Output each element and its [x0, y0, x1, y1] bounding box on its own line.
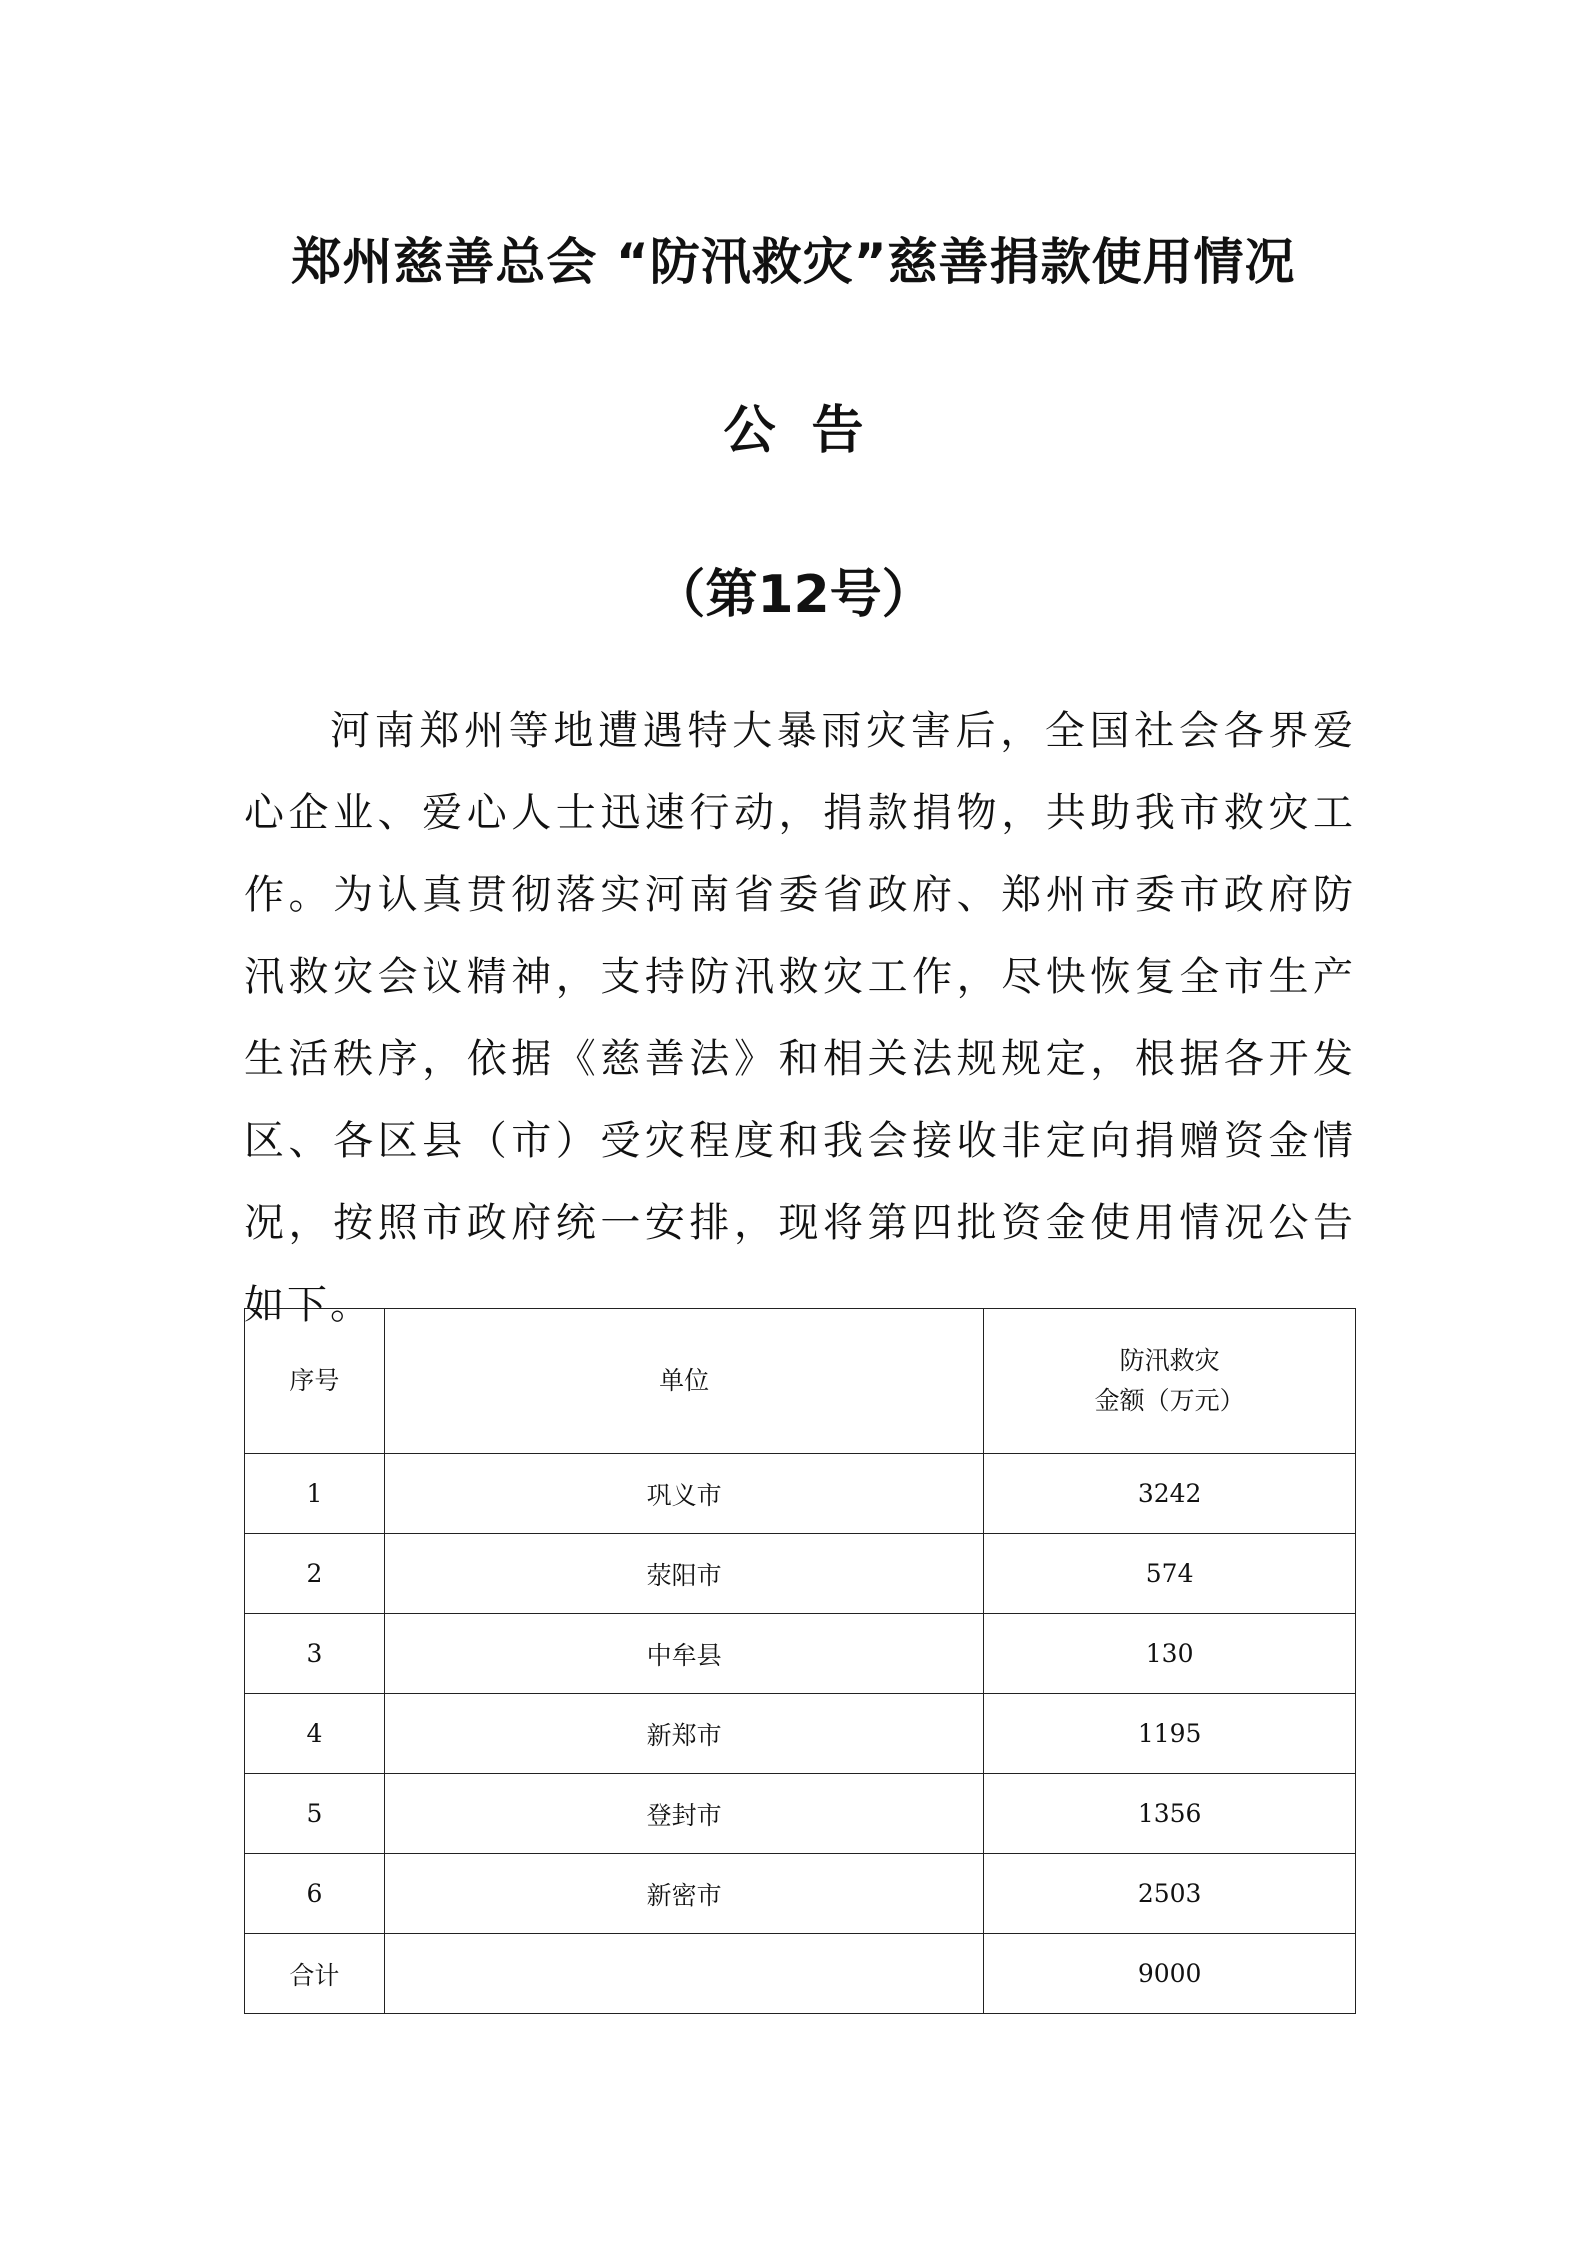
row-amount: 130: [984, 1614, 1356, 1694]
row-amount: 1195: [984, 1694, 1356, 1774]
header-index: 序号: [245, 1309, 385, 1454]
row-amount: 1356: [984, 1774, 1356, 1854]
body-paragraph: 河南郑州等地遭遇特大暴雨灾害后，全国社会各界爱心企业、爱心人士迅速行动，捐款捐物，共助我市救灾工作。为认真贯彻落实河南省委省政府、郑州市委市政府防汛救灾会议精神，支持防汛救灾工作，尽快恢复全市生产生活秩序，依据《慈善法》和相关法规规定，根据各开发区、各区县（市）受灾程度和我会接收非定向捐赠资金情况，按照市政府统一安排，现将第四批资金使用情况公告如下。: [244, 708, 1356, 1328]
document-number: （第12号）: [653, 565, 934, 625]
total-unit: [384, 1934, 983, 2014]
funds-table: [244, 1308, 1356, 2014]
row-index: 6: [245, 1854, 385, 1934]
row-index: 2: [245, 1534, 385, 1614]
row-amount: 2503: [984, 1854, 1356, 1934]
header-amount: [984, 1309, 1356, 1454]
row-index: 3: [245, 1614, 385, 1694]
table-header-row: [245, 1309, 1356, 1454]
header-amount-line2: 金额（万元）: [1094, 1386, 1245, 1415]
row-unit: 新密市: [384, 1854, 983, 1934]
header-amount-line1: 防汛救灾: [1119, 1346, 1220, 1375]
total-label: 合计: [245, 1934, 385, 2014]
table-row: [245, 1854, 1356, 1934]
row-amount: 3242: [984, 1454, 1356, 1534]
row-amount: 574: [984, 1534, 1356, 1614]
document-title: 郑州慈善总会 “防汛救灾”慈善捐款使用情况: [291, 233, 1296, 291]
table-row: [245, 1454, 1356, 1534]
row-unit: 巩义市: [384, 1454, 983, 1534]
row-unit: 新郑市: [384, 1694, 983, 1774]
row-unit: 中牟县: [384, 1614, 983, 1694]
table-total-row: [245, 1934, 1356, 2014]
table-row: [245, 1534, 1356, 1614]
header-unit: 单位: [384, 1309, 983, 1454]
row-index: 4: [245, 1694, 385, 1774]
row-index: 5: [245, 1774, 385, 1854]
row-index: 1: [245, 1454, 385, 1534]
total-amount: 9000: [984, 1934, 1356, 2014]
table-row: [245, 1614, 1356, 1694]
row-unit: 登封市: [384, 1774, 983, 1854]
table-row: [245, 1694, 1356, 1774]
row-unit: 荥阳市: [384, 1534, 983, 1614]
document-subtitle: 公告: [723, 401, 900, 461]
table-row: [245, 1774, 1356, 1854]
